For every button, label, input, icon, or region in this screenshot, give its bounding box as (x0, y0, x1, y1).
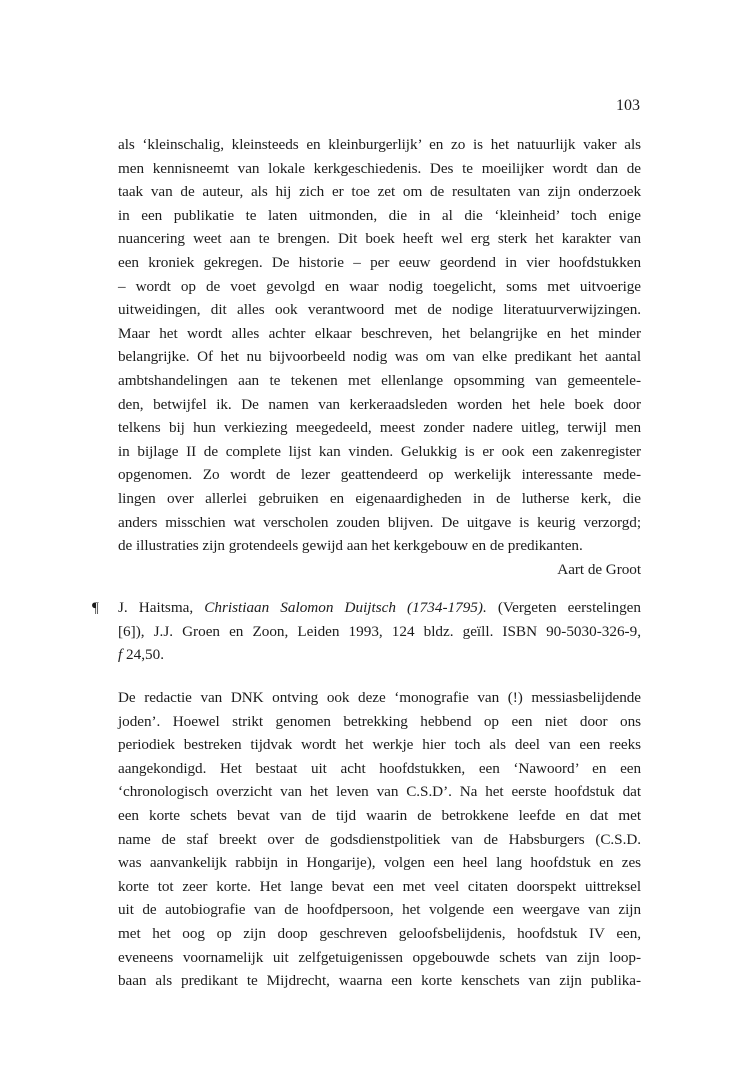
review-text-1 (118, 133, 641, 581)
text-line: den, betwijfel ik. De namen van kerkeraadsleden worden het hele boek door (118, 395, 641, 413)
text-line: ‘chronologisch overzicht van het leven van C.S.D’. Na het eerste hoofdstuk dat (118, 783, 641, 801)
text-line: de illustraties zijn grotendeels gewijd aan het kerkgebouw en de predikanten. (118, 537, 583, 555)
price-symbol: f (118, 646, 123, 664)
text-line: opgenomen. Zo wordt de lezer geattendeerd op werkelijk interessante mede- (118, 466, 641, 484)
review-author: Aart de Groot (557, 560, 641, 578)
text-line: joden’. Hoewel strikt genomen betrekking hebbend op een niet door ons (118, 712, 641, 730)
entry-author: J. Haitsma, (118, 599, 194, 616)
entry-price: 24,50. (126, 646, 164, 664)
text-line: anders misschien wat verscholen zouden blijven. De uitgave is keurig verzorgd; (118, 513, 641, 531)
entry-line-3 (118, 643, 641, 667)
text-line: De redactie van DNK ontving ook deze ‘monografie van (!) messiasbelijdende (118, 689, 641, 706)
text-line: Maar het wordt alles achter elkaar beschreven, het belangrijke en het minder (118, 324, 641, 342)
text-line: lingen over allerlei gebruiken en eigenaardigheden in de lutherse kerk, die (118, 489, 641, 507)
text-line: nuancering weet aan te brengen. Dit boek heeft wel erg sterk het karakter van (118, 230, 641, 248)
pilcrow-icon: ¶ (92, 599, 99, 616)
text-line: eveneens voornamelijk uit zelfgetuigenissen opgebouwde schets van zijn loop- (118, 948, 641, 966)
text-line: een korte schets bevat van de tijd waarin de betrokkene leefde en dat met (118, 806, 641, 824)
text-line: – wordt op de voet gevolgd en waar nodig toegelicht, soms met uitvoerige (118, 277, 641, 295)
text-line: periodiek bestreken tijdvak wordt het werkje hier toch als deel van een reeks (118, 736, 641, 754)
page-number: 103 (616, 97, 640, 114)
text-line: taak van de auteur, als hij zich er toe zet om de resultaten van zijn onderzoek (118, 183, 641, 201)
entry-title: Christiaan Salomon Duijtsch (1734-1795). (204, 599, 487, 616)
review-text-2 (118, 686, 641, 993)
text-line: aangekondigd. Het bestaat uit acht hoofdstukken, een ‘Nawoord’ en een (118, 759, 641, 777)
entry-citation (118, 596, 641, 667)
text-line: men kennisneemt van lokale kerkgeschiedenis. Des te moeilijker wordt dan de (118, 159, 641, 177)
text-line: in bijlage II de complete lijst kan vinden. Gelukkig is er ook een zakenregister (118, 442, 641, 460)
text-line: korte tot zeer korte. Het lange bevat een met veel citaten doorspekt uittreksel (118, 877, 641, 895)
text-line: name de staf breekt over de godsdienstpolitiek van de Habsburgers (C.S.D. (118, 830, 641, 848)
text-line: met het oog op zijn doop geschreven geloofsbelijdenis, hoofdstuk IV een, (118, 924, 641, 942)
text-line: in een publikatie te laten uitmonden, die in al die ‘kleinheid’ toch enige (118, 206, 641, 224)
entry-line-2: [6]), J.J. Groen en Zoon, Leiden 1993, 124 bldz. geïll. ISBN 90-5030-326-9, (118, 622, 641, 640)
text-line: baan als predikant te Mijdrecht, waarna een korte kenschets van zijn publika- (118, 972, 641, 990)
text-line: uit de autobiografie van de hoofdpersoon, het volgende een weergave van zijn (118, 901, 641, 919)
text-line: ambtshandelingen aan te tekenen met ellenlange opsomming van gemeentele- (118, 371, 641, 389)
text-line: als ‘kleinschalig, kleinsteeds en kleinburgerlijk’ en zo is het natuurlijk vaker als (118, 136, 641, 153)
text-line: een kroniek gekregen. De historie – per eeuw geordend in vier hoofdstukken (118, 253, 641, 271)
entry-line-1 (118, 596, 641, 620)
text-line: was aanvankelijk rabbijn in Hongarije), volgen een heel lang hoofdstuk en zes (118, 854, 641, 872)
text-line: uitweidingen, dit alles ook verantwoord met de nodige literatuurverwijzingen. (118, 301, 641, 319)
entry-series: (Vergeten eerstelingen (497, 599, 641, 616)
text-line: telkens bij hun verkiezing meegedeeld, meest zonder nadere uitleg, terwijl men (118, 419, 641, 437)
text-line: belangrijke. Of het nu bijvoorbeeld nodig was om van elke predikant het aantal (118, 348, 641, 366)
